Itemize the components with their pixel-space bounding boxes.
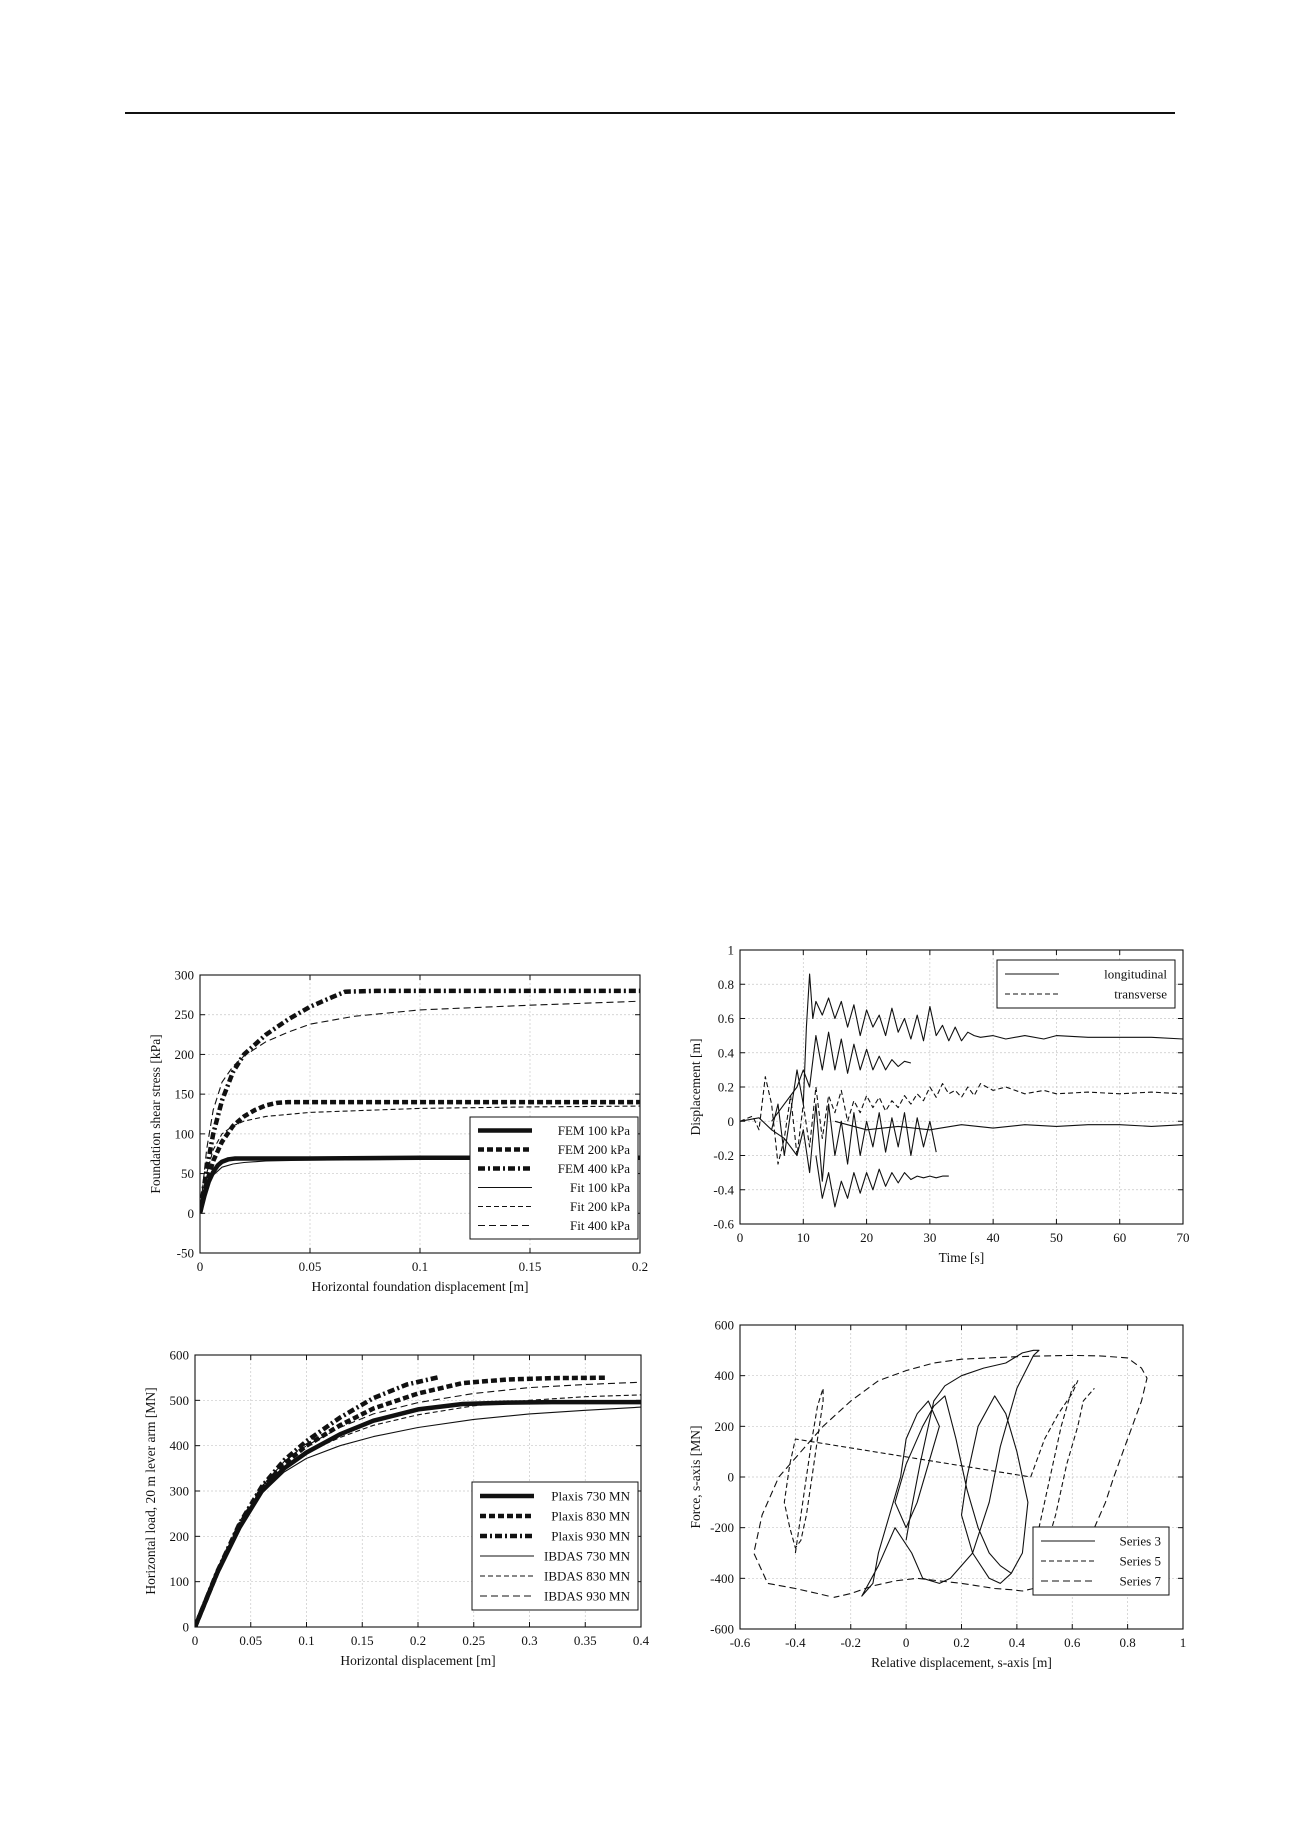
y-tick-label: 600 [714,1317,734,1333]
series-line [835,1121,1183,1130]
y-axis-label: Force, s-axis [MN] [688,1425,703,1529]
x-tick-label: 0 [736,1230,744,1245]
y-tick-label: 400 [714,1368,734,1384]
series-line [772,1104,937,1181]
x-tick-label: 1 [1179,1635,1187,1650]
x-tick-label: 0.3 [521,1633,538,1648]
x-tick-label: 70 [1176,1230,1190,1245]
series-line [862,1350,1039,1596]
y-tick-label: 100 [169,1574,189,1590]
x-tick-label: 0.15 [350,1633,374,1648]
x-tick-label: 0.4 [1008,1635,1025,1650]
legend-label: longitudinal [1104,966,1167,982]
x-tick-label: 0.2 [409,1633,427,1648]
x-tick-label: 0.1 [298,1633,315,1648]
y-tick-label: -0.4 [713,1182,734,1198]
x-tick-label: 0.2 [631,1259,649,1274]
x-tick-label: -0.4 [785,1635,806,1650]
y-tick-label: 500 [169,1392,189,1408]
x-tick-label: 0.1 [411,1259,429,1274]
x-tick-label: 0.15 [518,1259,542,1274]
x-tick-label: 40 [986,1230,1000,1245]
y-tick-label: -200 [710,1520,734,1536]
legend [1033,1527,1169,1595]
y-tick-label: 1 [727,942,734,958]
x-tick-label: -0.2 [840,1635,862,1650]
x-tick-label: 0 [191,1633,199,1648]
legend-label: IBDAS 730 MN [544,1548,630,1564]
y-tick-label: 0.4 [717,1045,734,1061]
y-tick-label: 100 [174,1126,194,1142]
x-tick-label: 0.25 [462,1633,486,1648]
legend-label: Fit 400 kPa [570,1218,630,1233]
header-rule [125,112,1175,114]
legend-label: Plaxis 730 MN [551,1488,630,1504]
x-tick-label: -0.6 [729,1635,751,1650]
legend-label: Series 7 [1119,1573,1161,1589]
y-tick-label: 50 [181,1166,194,1182]
y-tick-label: 0.8 [717,976,734,992]
y-tick-label: 0 [182,1619,189,1635]
chart-foundation-shear-stress [110,945,660,1294]
y-tick-label: 0 [727,1469,734,1485]
plot-area [740,974,1183,1207]
y-tick-label: 200 [169,1528,189,1544]
x-tick-label: 30 [923,1230,937,1245]
y-tick-label: 300 [174,967,194,983]
x-axis-label: Relative displacement, s-axis [m] [871,1655,1052,1670]
chart-force-relative-displacement [660,1305,1200,1670]
y-tick-label: 0.6 [717,1011,734,1026]
legend-label: IBDAS 930 MN [544,1588,630,1604]
x-tick-label: 0.6 [1064,1635,1081,1650]
y-tick-label: -600 [710,1621,734,1637]
legend-label: IBDAS 830 MN [544,1568,630,1584]
legend-label: Series 5 [1119,1553,1161,1569]
y-tick-label: 150 [174,1086,194,1102]
x-tick-label: 0.05 [298,1259,322,1274]
x-tick-label: 10 [796,1230,810,1245]
x-tick-label: 0 [196,1259,204,1274]
x-axis-label: Horizontal foundation displacement [m] [311,1279,529,1294]
x-axis-label: Horizontal displacement [m] [340,1653,496,1668]
x-tick-label: 0.8 [1119,1635,1136,1650]
x-tick-label: 0.2 [953,1635,970,1650]
legend-label: FEM 400 kPa [557,1161,630,1176]
x-tick-label: 0.4 [632,1633,650,1648]
x-tick-label: 0 [902,1635,910,1650]
y-axis-label: Displacement [m] [688,1038,703,1136]
legend-label: transverse [1114,986,1167,1002]
y-tick-label: -400 [710,1570,734,1586]
legend [997,960,1175,1008]
x-tick-label: 0.05 [239,1633,263,1648]
legend-label: Plaxis 830 MN [551,1508,630,1524]
legend-label: Fit 100 kPa [570,1180,630,1195]
y-tick-label: 200 [174,1046,194,1062]
legend-label: Plaxis 930 MN [551,1528,630,1544]
y-tick-label: 0 [187,1205,194,1221]
y-tick-label: -50 [176,1245,194,1261]
chart-displacement-time-history [660,930,1200,1265]
y-tick-label: 0.2 [717,1079,734,1095]
series-line [816,1156,949,1207]
series-line [772,1032,911,1121]
chart-horizontal-load-displacement [110,1325,660,1670]
x-tick-label: 50 [1049,1230,1063,1245]
legend [470,1117,638,1239]
legend-label: Series 3 [1119,1533,1161,1549]
y-tick-label: 0 [727,1113,734,1129]
legend-label: FEM 200 kPa [557,1142,630,1157]
y-tick-label: -0.2 [713,1148,734,1163]
y-axis-label: Horizontal load, 20 m lever arm [MN] [143,1387,158,1595]
x-tick-label: 60 [1113,1230,1127,1245]
y-tick-label: 250 [174,1007,194,1023]
x-tick-label: 20 [860,1230,874,1245]
y-tick-label: 300 [169,1483,189,1499]
y-tick-label: -0.6 [713,1216,734,1232]
legend [472,1482,638,1610]
x-axis-label: Time [s] [938,1250,985,1265]
y-tick-label: 600 [169,1347,189,1363]
x-tick-label: 0.35 [573,1633,597,1648]
legend-label: Fit 200 kPa [570,1199,630,1214]
y-tick-label: 400 [169,1438,189,1454]
legend-label: FEM 100 kPa [557,1123,630,1138]
y-axis-label: Foundation shear stress [kPa] [148,1034,163,1194]
y-tick-label: 200 [714,1418,734,1434]
